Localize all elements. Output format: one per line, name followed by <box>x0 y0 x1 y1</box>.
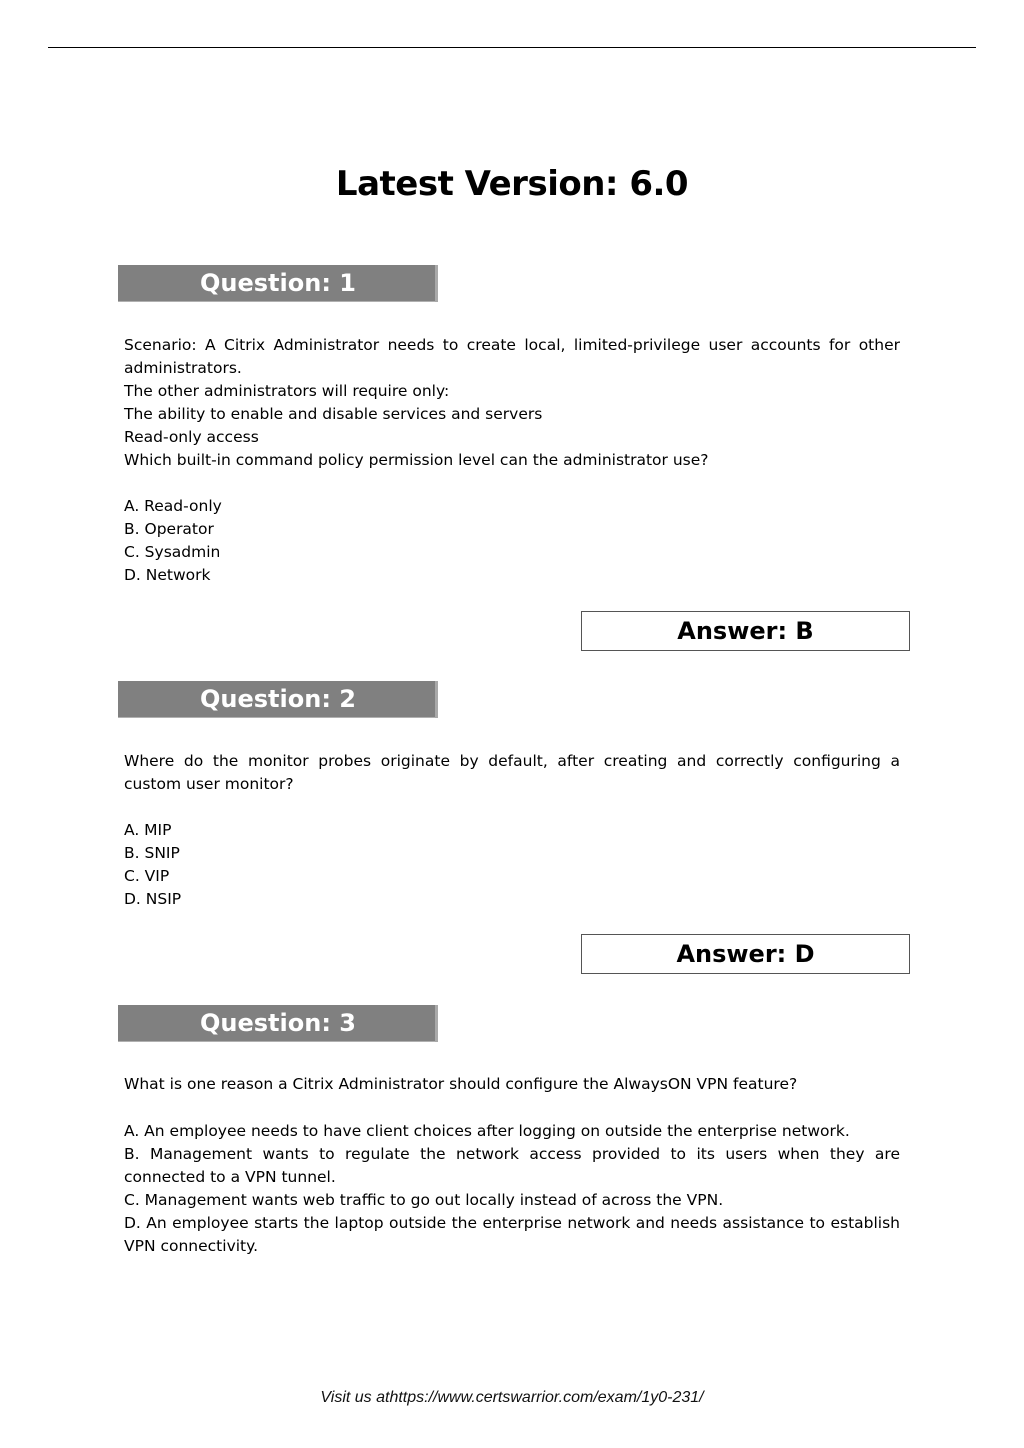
option-d: D. NSIP <box>124 890 182 908</box>
question-2-options <box>124 819 900 911</box>
page-title: Latest Version: 6.0 <box>335 164 689 204</box>
question-2-text <box>124 750 900 796</box>
option-a: A. MIP <box>124 821 172 839</box>
footer-link-text: Visit us athttps://www.certswarrior.com/exam/1y0-231/ <box>320 1389 704 1406</box>
question-text-line: Which built-in command policy permission level can the administrator use? <box>124 451 709 469</box>
option-c: C. Management wants web traffic to go out locally instead of across the VPN. <box>124 1191 724 1209</box>
question-1-options <box>124 495 900 587</box>
question-3-options <box>124 1120 900 1258</box>
option-c: C. Sysadmin <box>124 543 221 561</box>
question-text-line: Where do the monitor probes originate by default, after creating and correctly configuring a custom user monitor? <box>124 752 900 793</box>
option-c: C. VIP <box>124 867 170 885</box>
option-b: B. Operator <box>124 520 214 538</box>
top-rule <box>48 47 976 48</box>
question-text-line: The other administrators will require only: <box>124 382 450 400</box>
option-b: B. Management wants to regulate the network access provided to its users when they are connected to a VPN tunnel. <box>124 1145 900 1186</box>
question-1-header: Question: 1 <box>118 265 438 302</box>
question-1-text <box>124 334 900 472</box>
question-2-header: Question: 2 <box>118 681 438 718</box>
option-a: A. An employee needs to have client choices after logging on outside the enterprise network. <box>124 1122 850 1140</box>
question-2-answer: Answer: D <box>581 934 910 974</box>
option-d: D. Network <box>124 566 211 584</box>
question-text-line: The ability to enable and disable services and servers <box>124 405 543 423</box>
question-text-line: Scenario: A Citrix Administrator needs to create local, limited-privilege user accounts for other administrators. <box>124 336 900 377</box>
option-a: A. Read-only <box>124 497 222 515</box>
question-text-line: What is one reason a Citrix Administrator should configure the AlwaysON VPN feature? <box>124 1075 798 1093</box>
question-text-line: Read-only access <box>124 428 259 446</box>
question-1-answer: Answer: B <box>581 611 910 651</box>
question-3-header: Question: 3 <box>118 1005 438 1042</box>
option-d: D. An employee starts the laptop outside the enterprise network and needs assistance to establish VPN connectivity. <box>124 1214 900 1255</box>
option-b: B. SNIP <box>124 844 180 862</box>
question-3-text <box>124 1073 900 1096</box>
